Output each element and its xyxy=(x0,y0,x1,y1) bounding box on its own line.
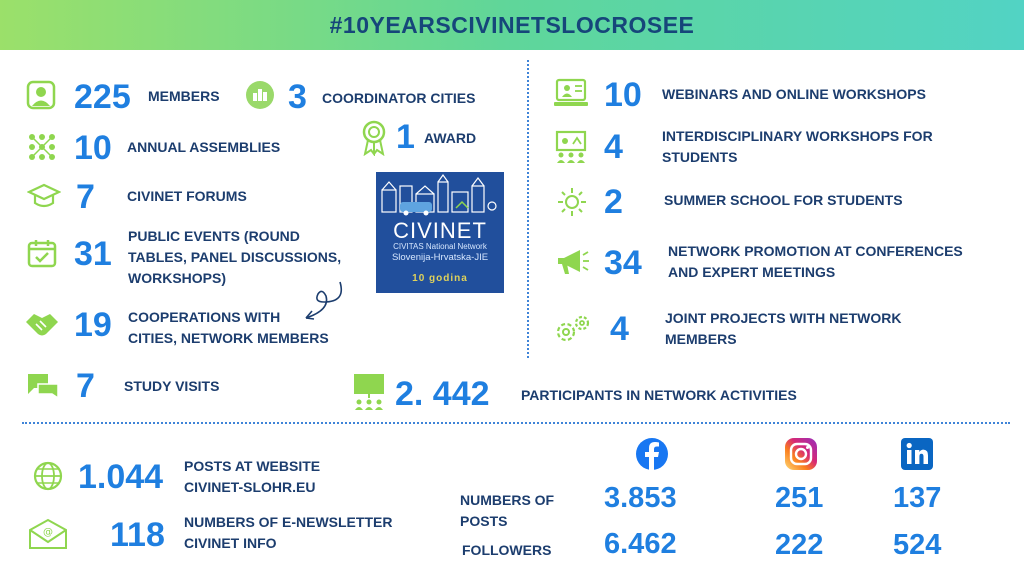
cooperations-value: 19 xyxy=(74,306,112,344)
sun-icon xyxy=(556,186,588,218)
joint-projects-label-line: JOINT PROJECTS WITH NETWORK xyxy=(665,310,902,326)
interdisciplinary-label-line: STUDENTS xyxy=(662,149,738,165)
workshop-icon xyxy=(553,130,589,164)
posts-row-label xyxy=(460,490,554,532)
forums-label: CIVINET FORUMS xyxy=(127,188,247,204)
website-posts-label-line: CIVINET-SLOHR.EU xyxy=(184,479,316,495)
webinars-value: 10 xyxy=(604,76,642,114)
interdisciplinary-label-line: INTERDISCIPLINARY WORKSHOPS FOR xyxy=(662,128,933,144)
vertical-divider xyxy=(527,60,529,358)
award-value: 1 xyxy=(396,118,415,156)
award-icon xyxy=(360,120,388,156)
forums-value: 7 xyxy=(76,178,95,216)
instagram-icon xyxy=(784,437,818,471)
webinar-icon xyxy=(553,78,589,110)
cooperations-label-line: CITIES, NETWORK MEMBERS xyxy=(128,330,329,346)
linkedin-posts-value: 137 xyxy=(893,482,942,514)
newsletter-label xyxy=(184,512,392,554)
website-posts-value: 1.044 xyxy=(78,458,164,496)
summer-school-value: 2 xyxy=(604,183,623,221)
chat-bubbles-icon xyxy=(26,372,60,402)
facebook-posts-value: 3.853 xyxy=(604,482,677,514)
linkedin-followers-value: 524 xyxy=(893,529,942,561)
members-label: MEMBERS xyxy=(148,88,220,104)
study-visits-value: 7 xyxy=(76,367,95,405)
joint-projects-label-line: MEMBERS xyxy=(665,331,737,347)
members-value: 225 xyxy=(74,78,131,116)
email-icon xyxy=(28,518,68,550)
assemblies-label: ANNUAL ASSEMBLIES xyxy=(127,139,281,155)
promotion-label xyxy=(668,241,963,283)
joint-projects-value: 4 xyxy=(610,310,629,348)
assemblies-value: 10 xyxy=(74,129,112,167)
interdisciplinary-label xyxy=(662,126,933,168)
award-label: AWARD xyxy=(424,130,477,146)
city-icon xyxy=(245,80,275,110)
banner-title: #10YEARSCIVINETSLOCROSEE xyxy=(329,11,695,38)
cooperations-label xyxy=(128,307,329,349)
newsletter-value: 118 xyxy=(110,516,165,554)
user-icon xyxy=(26,80,56,110)
handshake-icon xyxy=(24,308,60,338)
promotion-value: 34 xyxy=(604,244,642,282)
posts-row-label-line: NUMBERS OF xyxy=(460,492,555,508)
horizontal-divider xyxy=(22,422,1010,424)
website-posts-label-line: POSTS AT WEBSITE xyxy=(184,458,321,474)
skyline-icon xyxy=(376,172,504,222)
interdisciplinary-value: 4 xyxy=(604,128,623,166)
public-events-label-line: PUBLIC EVENTS (ROUND xyxy=(128,228,300,244)
presentation-icon xyxy=(352,372,386,410)
coordinator-cities-value: 3 xyxy=(288,78,307,116)
newsletter-label-line: NUMBERS OF E-NEWSLETTER xyxy=(184,514,393,530)
logo-subtitle: CIVITAS National Network xyxy=(393,242,487,251)
study-visits-label: STUDY VISITS xyxy=(124,378,220,394)
network-icon xyxy=(26,131,58,163)
facebook-followers-value: 6.462 xyxy=(604,528,677,560)
public-events-value: 31 xyxy=(74,235,112,273)
promotion-label-line: NETWORK PROMOTION AT CONFERENCES xyxy=(668,243,963,259)
logo-country: Slovenija-Hrvatska-JIE xyxy=(391,252,489,263)
instagram-followers-value: 222 xyxy=(775,529,824,561)
public-events-label-line: WORKSHOPS) xyxy=(128,270,226,286)
newsletter-label-line: CIVINET INFO xyxy=(184,535,277,551)
globe-icon xyxy=(32,460,64,492)
civinet-logo xyxy=(376,172,504,293)
cooperations-label-line: COOPERATIONS WITH xyxy=(128,309,281,325)
megaphone-icon xyxy=(554,247,590,277)
svg-text:@: @ xyxy=(43,527,53,538)
header-banner xyxy=(0,0,1024,50)
joint-projects-label xyxy=(665,308,901,350)
logo-years: 10 godina xyxy=(412,273,468,284)
promotion-label-line: AND EXPERT MEETINGS xyxy=(668,264,836,280)
website-posts-label xyxy=(184,456,320,498)
coordinator-cities-label: COORDINATOR CITIES xyxy=(322,90,476,106)
graduation-cap-icon xyxy=(27,182,61,210)
calendar-icon xyxy=(26,237,58,269)
facebook-icon xyxy=(635,437,669,471)
webinars-label: WEBINARS AND ONLINE WORKSHOPS xyxy=(662,86,926,102)
instagram-posts-value: 251 xyxy=(775,482,824,514)
summer-school-label: SUMMER SCHOOL FOR STUDENTS xyxy=(664,192,903,208)
public-events-label-line: TABLES, PANEL DISCUSSIONS, xyxy=(128,249,342,265)
participants-label: PARTICIPANTS IN NETWORK ACTIVITIES xyxy=(521,387,797,403)
logo-wordmark: CIVINET xyxy=(393,218,487,243)
linkedin-icon xyxy=(900,437,934,471)
gears-icon xyxy=(553,313,593,345)
participants-value: 2. 442 xyxy=(395,375,490,413)
posts-row-label-line: POSTS xyxy=(460,513,508,529)
followers-row-label: FOLLOWERS xyxy=(462,542,552,558)
